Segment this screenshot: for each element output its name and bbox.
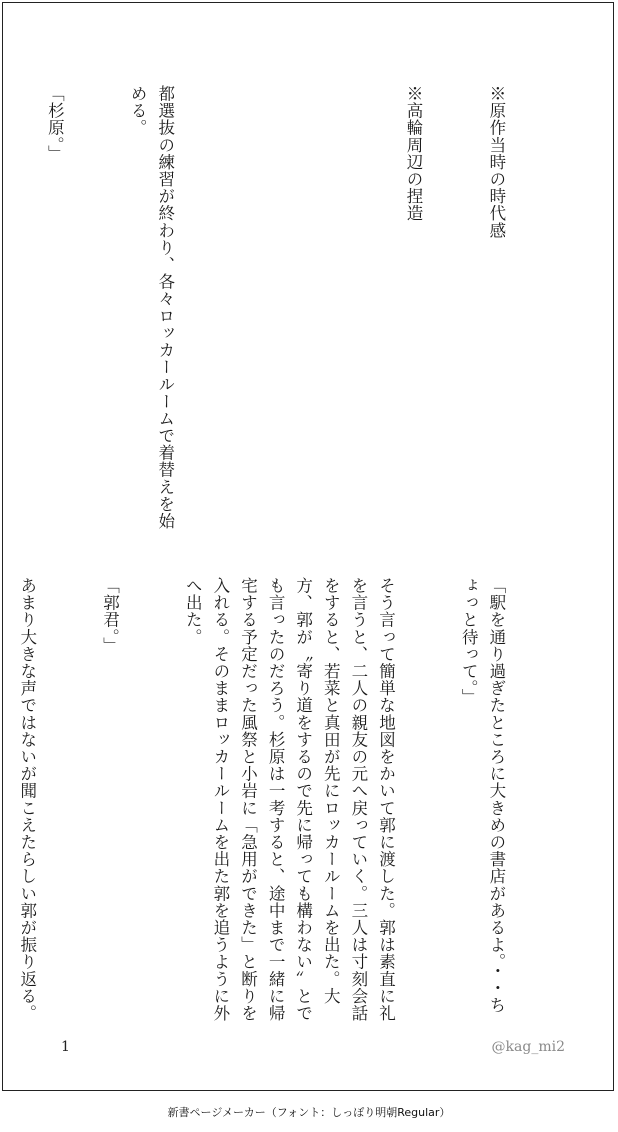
author-handle: @kag_mi2 (491, 1039, 565, 1055)
manuscript-page (2, 2, 614, 1091)
paragraph: あまり大きな声ではないが聞こえたらしい郭が振り返る。 (17, 577, 37, 1022)
paragraph: 都選抜の練習が終わり、各々ロッカールームで着替えを始める。 (128, 85, 175, 530)
blank-line (317, 85, 345, 530)
dialogue-line: 「郭君。」 (100, 577, 120, 655)
dialogue-line: 「杉原。」 (45, 85, 65, 163)
note-line: ※高輪周辺の捏造 (404, 85, 424, 222)
bottom-text-column (17, 577, 565, 1022)
top-text-column (45, 85, 565, 530)
paragraph: そう言って簡単な地図をかいて郭に渡した。郭は素直に礼を言うと、二人の親友の元へ戻っていく。三人は寸刻会話をすると、若菜と真田が先にロッカールームを出た。大方、郭が〝寄り道をするので先に帰っても構わない〟とでも言ったのだろう。杉原は一考すると、途中まで一緒に帰宅する予定だった風祭と小岩に「急用ができた」と断りを入れる。そのままロッカールームを出た郭を追うように外へ出た。 (183, 577, 396, 1022)
dialogue-line: 「駅を通り過ぎたところに大きめの書店があるよ。・・ちょっと待って。」 (459, 577, 506, 1014)
page-number: 1 (61, 1039, 70, 1055)
note-line: ※原作当時の時代感 (486, 85, 506, 239)
generator-credit: 新書ページメーカー（フォント：しっぽり明朝Regular） (167, 1106, 451, 1119)
blank-line (234, 85, 262, 530)
